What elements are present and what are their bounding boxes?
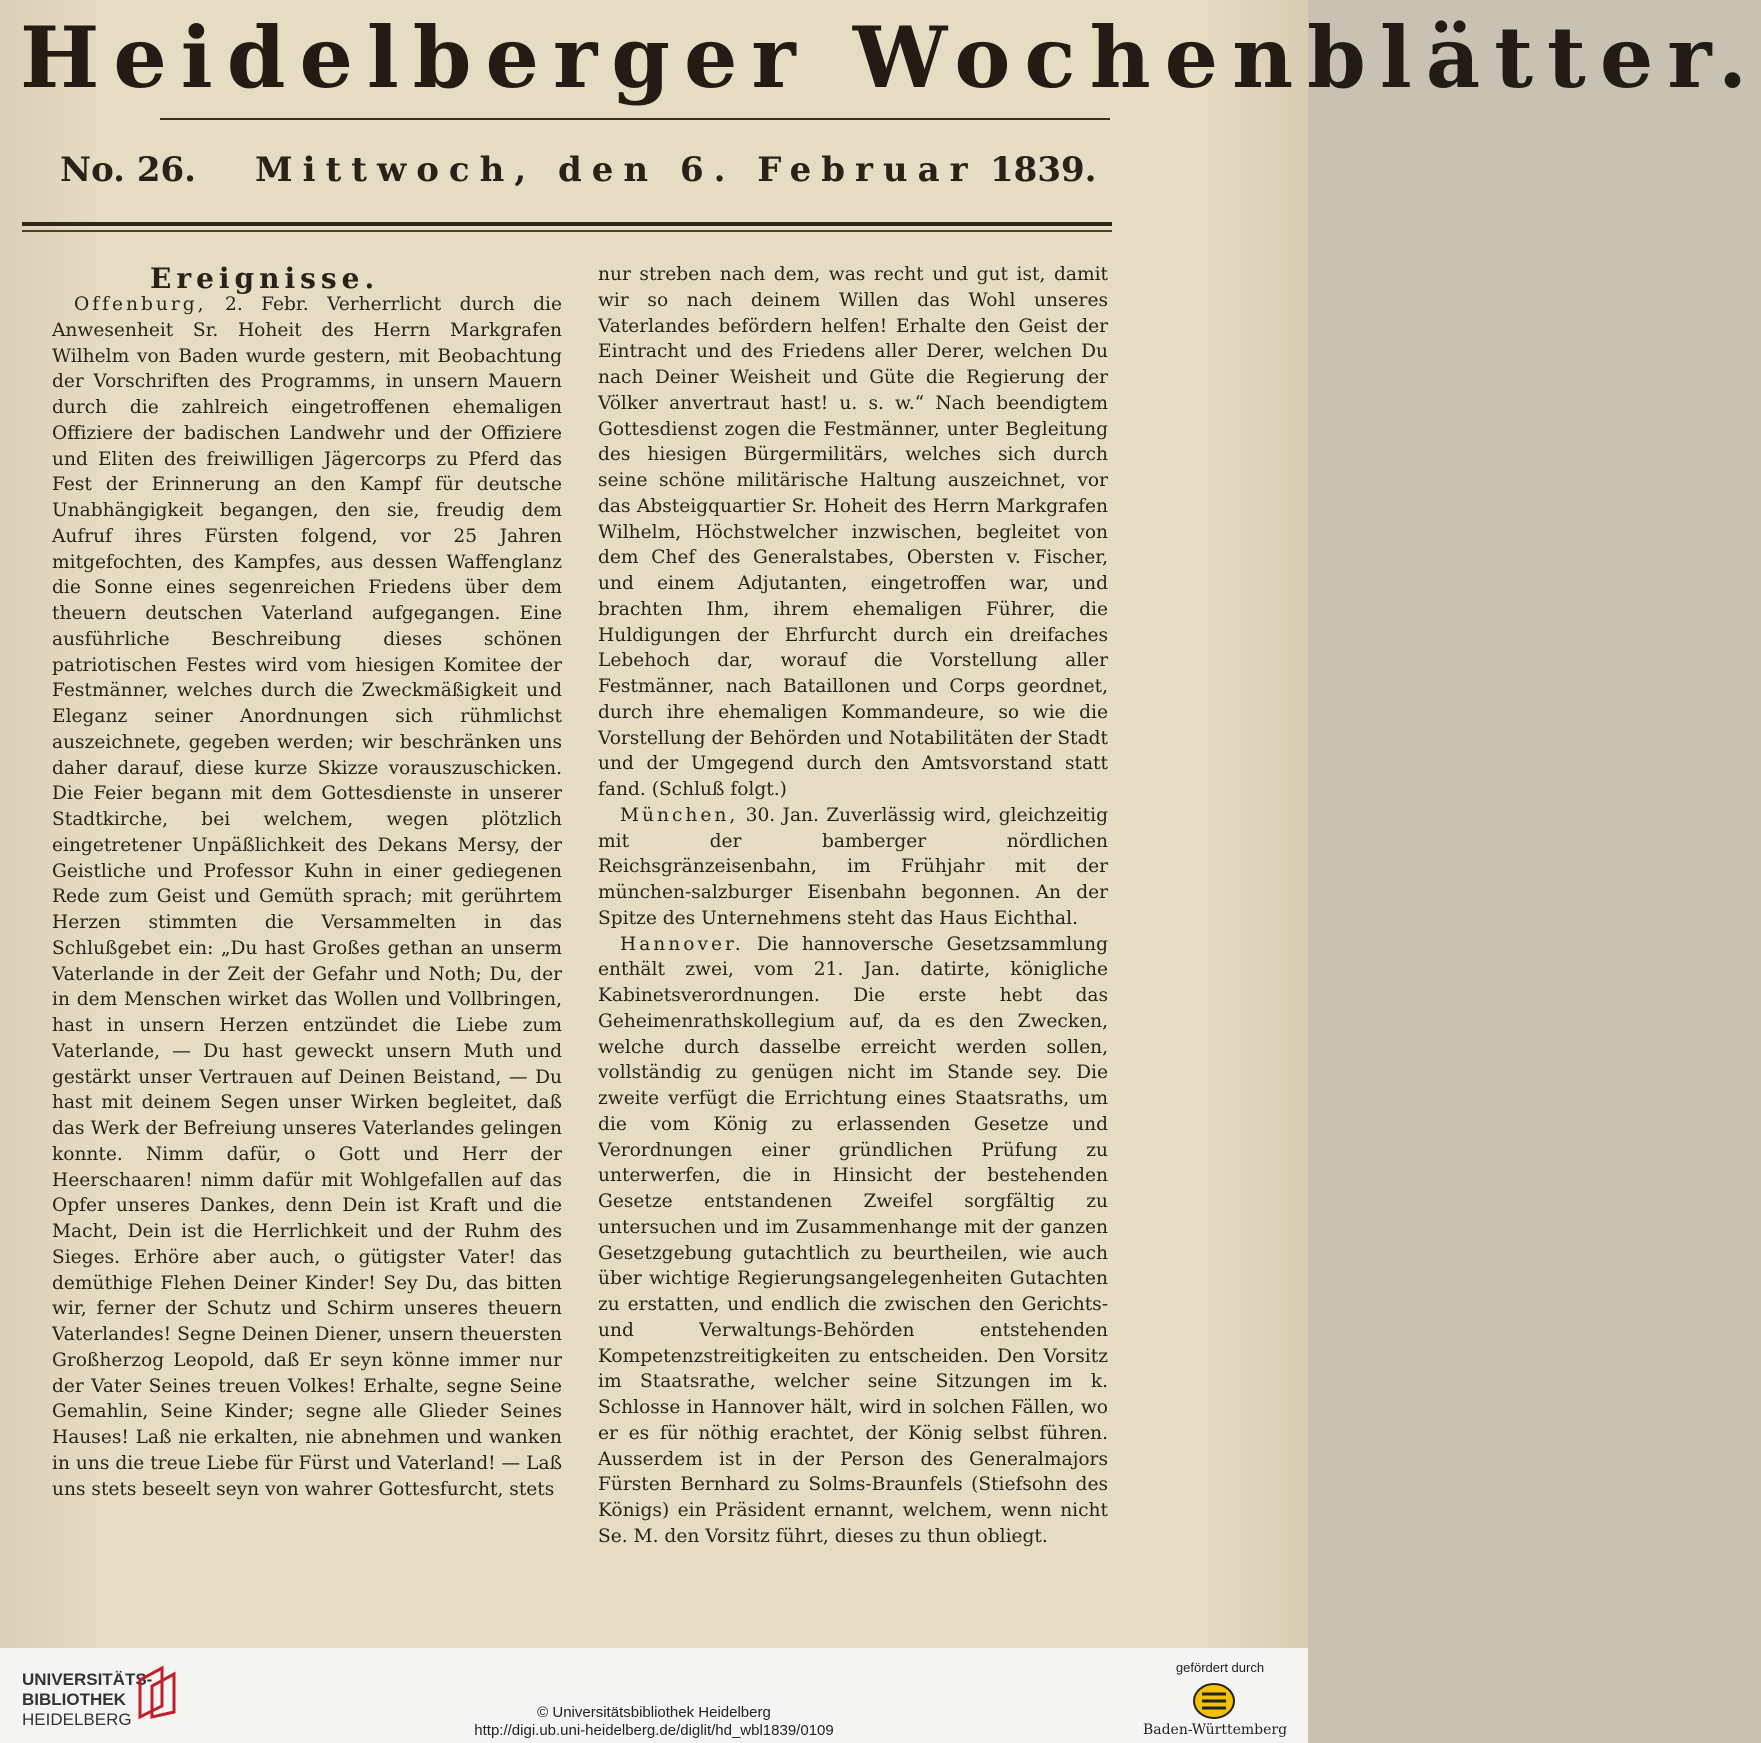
library-name-line1: UNIVERSITÄTS- [22, 1670, 153, 1689]
copyright-text: © Universitätsbibliothek Heidelberg [537, 1704, 771, 1721]
article-muenchen [598, 803, 1108, 932]
dateline-place: Offenburg, [74, 294, 207, 315]
column-right [598, 262, 1108, 1550]
dateline-place: Hannover. [620, 933, 744, 955]
dateline-place: München, [620, 804, 739, 826]
section-title: Ereignisse. [150, 262, 380, 295]
header-rule [22, 222, 1112, 226]
source-link[interactable]: http://digi.ub.uni-heidelberg.de/diglit/hd_wbl1839/0109 [474, 1722, 834, 1739]
continuation-note: (Schluß folgt.) [651, 779, 787, 800]
article-offenburg [52, 292, 562, 1502]
masthead-title: Heidelberger Wochenblätter. [20, 8, 1761, 107]
header-rule-secondary [22, 230, 1112, 232]
article-text: nur streben nach dem, was recht und gut ist, damit wir so nach deinem Willen das Wohl unseres Vaterlandes befördern helfen! Erhalte den Geist der Eintracht und des Friedens aller Derer, welchen Du nach Deiner Weisheit und Güte die Regierung der Völker anvertraut hast! u. s. w.“ Nach beendigtem Gottesdienst zogen die Festmänner, unter Begleitung des hiesigen Bürgermilitärs, welches sich durch seine schöne militärische Haltung auszeichnet, vor das Absteigquartier Sr. Hoheit des Herrn Markgrafen Wilhelm, Höchstwelcher inzwischen, begleitet von dem Chef des Generalstabes, Obersten v. Fischer, und einem Adjutanten, eingetroffen war, und brachten Ihm, ihrem ehemaligen Führer, die Huldigungen der Ehrfurcht durch ein dreifaches Lebehoch dar, worauf die Vorstellung aller Festmänner, nach Bataillonen und Corps geordnet, durch ihre ehemaligen Kommandeure, so wie die Vorstellung der Behörden und Notabilitäten der Stadt und der Umgegend durch den Amtsvorstand statt fand. [598, 264, 1108, 800]
article-text: Die hannoversche Gesetzsammlung enthält zwei, vom 21. Jan. datirte, königliche Kabinetsverordnungen. Die erste hebt das Geheimenrathskollegium auf, da es den Zwecken, welche durch dasselbe erreicht werden sollen, vollständig zu genügen nicht im Stande sey. Die zweite verfügt die Errichtung eines Staatsraths, um die vom König zu erlassenden Gesetze und Verordnungen einer gründlichen Prüfung zu unterwerfen, die in Hinsicht der bestehenden Gesetze entstandenen Zweifel sorgfältig zu untersuchen und im Zusammenhange mit der ganzen Gesetzgebung gutachtlich zu beurtheilen, wie auch über wichtige Regierungsangelegenheiten Gutachten zu erstatten, und endlich die zwischen den Gerichts- und Verwaltungs-Behörden entstehenden Kompetenzstreitigkeiten zu entscheiden. Den Vorsitz im Staatsrathe, welcher seine Sitzungen im k. Schlosse in Hannover hält, wird in solchen Fällen, wo er es für nöthig erachtet, der König selbst führen. Ausserdem ist in der Person des Generalmajors Fürsten Bernhard zu Solms-Braunfels (Stiefsohn des Königs) ein Präsident ernannt, welchem, wenn nicht Se. M. den Vorsitz führt, dieses zu thun obliegt. [598, 933, 1108, 1547]
funder-name: Baden-Württemberg [1142, 1722, 1288, 1738]
issue-number: No. 26. [60, 150, 196, 190]
article-hannover [598, 932, 1108, 1550]
footer-bar [0, 1648, 1308, 1743]
article-offenburg-continued [598, 262, 1108, 803]
library-name-line2: BIBLIOTHEK [22, 1690, 126, 1709]
coat-of-arms-icon [1192, 1682, 1236, 1720]
article-text: 2. Febr. Verherrlicht durch die Anwesenheit Sr. Hoheit des Herrn Markgrafen Wilhelm von Baden wurde gestern, mit Beobachtung der Vorschriften des Programms, in unsern Mauern durch die zahlreich eingetroffenen ehemaligen Offiziere der badischen Landwehr und der Offiziere und Eliten des freiwilligen Jägercorps zu Pferd das Fest der Erinnerung an den Kampf für deutsche Unabhängigkeit begangen, den sie, freudig dem Aufruf ihres Fürsten folgend, vor 25 Jahren mitgefochten, des Kampfes, aus dessen Waffenglanz die Sonne eines segenreichen Friedens über dem theuern deutschen Vaterland aufgegangen. Eine ausführliche Beschreibung dieses schönen patriotischen Festes wird vom hiesigen Komitee der Festmänner, welches durch die Zweckmäßigkeit und Eleganz seiner Anordnungen sich rühmlichst auszeichnete, gegeben werden; wir beschränken uns daher darauf, diese kurze Skizze vorauszuschicken. Die Feier begann mit dem Gottesdienste in unserer Stadtkirche, bei welchem, wegen plötzlich eingetretener Unpäßlichkeit des Dekans Mersy, der Geistliche und Professor Kuhn in einer gediegenen Rede zum Geist und Gemüth sprach; mit gerührtem Herzen stimmten die Versammelten in das Schlußgebet ein: „Du hast Großes gethan an unserm Vaterlande in der Zeit der Gefahr und Noth; Du, der in dem Menschen wirket das Wollen und Vollbringen, hast in unsern Herzen entzündet die Liebe zum Vaterlande, — Du hast geweckt unsern Muth und gestärkt unser Vertrauen auf Deinen Beistand, — Du hast mit deinem Segen unser Wirken begleitet, daß das Werk der Befreiung unseres Vaterlandes gelingen konnte. Nimm dafür, o Gott und Herr der Heerschaaren! nimm dafür mit Wohlgefallen auf das Opfer unseres Dankes, denn Dein ist Kraft und die Macht, Dein ist die Herrlichkeit und der Ruhm des Sieges. Erhöre aber auch, o gütigster Vater! das demüthige Flehen Deiner Kinder! Sey Du, das bitten wir, ferner der Schutz und Schirm unseres theuern Vaterlandes! Segne Deinen Diener, unsern theuersten Großherzog Leopold, daß Er seyn könne immer nur der Vater Seines treuen Volkes! Erhalte, segne Seine Gemahlin, Seine Kinder; segne alle Glieder Seines Hauses! Laß nie erkalten, nie abnehmen und wanken in uns die treue Liebe für Fürst und Vaterland! — Laß uns stets beseelt seyn von wahrer Gottesfurcht, stets [52, 294, 562, 1500]
issue-year: 1839. [990, 150, 1097, 190]
issue-date: Mittwoch, den 6. Februar [255, 150, 978, 190]
funded-by-label: gefördert durch [1175, 1660, 1265, 1675]
column-left [52, 292, 562, 1502]
issue-line [60, 150, 1097, 200]
library-name-line3: HEIDELBERG [22, 1710, 132, 1729]
masthead-rule [160, 118, 1110, 120]
article-text: 30. Jan. Zuverlässig wird, gleichzeitig mit der bamberger nördlichen Reichsgränzeisenbahn, im Frühjahr mit der münchen-salzburger Eisenbahn begonnen. An der Spitze des Unternehmens steht das Haus Eichthal. [598, 804, 1108, 929]
